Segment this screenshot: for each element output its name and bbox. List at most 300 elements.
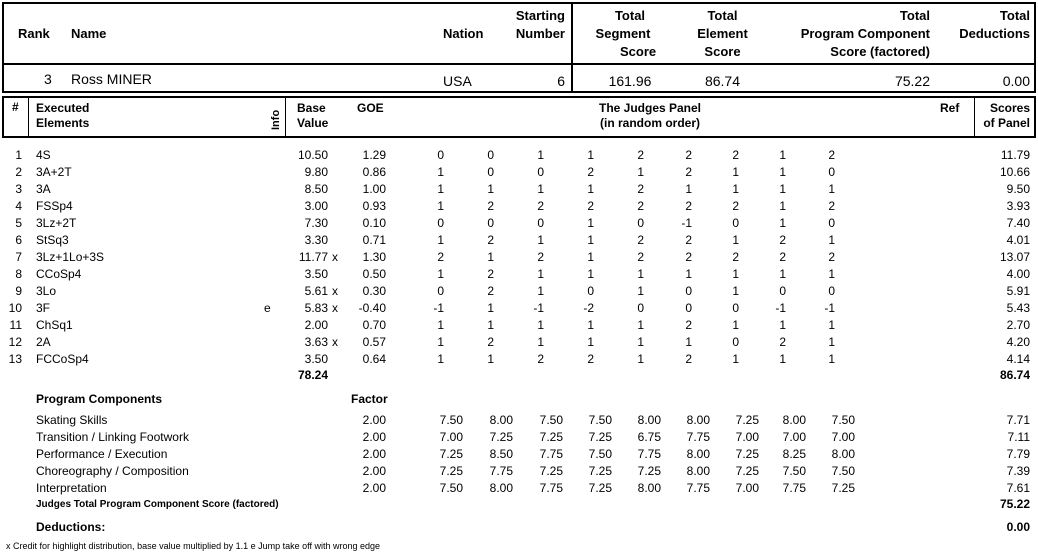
component-judge-mark: 7.25 (588, 464, 612, 478)
element-judge-mark: 2 (685, 318, 692, 332)
element-judge-mark: 1 (487, 250, 494, 264)
element-row (0, 249, 1038, 266)
element-highlight-mark: x (332, 335, 338, 349)
element-base-value: 9.80 (304, 165, 328, 179)
element-judge-mark: 2 (779, 233, 786, 247)
skater-rank: 3 (44, 71, 52, 87)
component-panel-score: 7.79 (1006, 447, 1030, 461)
element-highlight-mark: x (332, 250, 338, 264)
element-judge-mark: 0 (828, 284, 835, 298)
element-goe: 1.30 (362, 250, 386, 264)
element-judge-mark: 1 (779, 182, 786, 196)
element-judge-mark: 1 (587, 267, 594, 281)
element-judge-mark: 1 (637, 335, 644, 349)
component-judge-mark: 7.50 (782, 464, 806, 478)
elements-header-box (2, 96, 1036, 138)
starting-header-2: Number (515, 26, 565, 41)
component-judge-mark: 7.75 (782, 481, 806, 495)
element-goe: 0.86 (362, 165, 386, 179)
element-panel-score: 11.79 (1000, 148, 1030, 162)
element-judge-mark: 1 (732, 284, 739, 298)
element-panel-score: 7.40 (1006, 216, 1030, 230)
element-judge-mark: 0 (685, 301, 692, 315)
tss-header-1: Total (614, 8, 646, 23)
tes-header-1: Total (707, 8, 738, 23)
element-judge-mark: 1 (732, 318, 739, 332)
element-base-value: 3.50 (304, 267, 328, 281)
element-judge-mark: 1 (437, 199, 444, 213)
element-row (0, 181, 1038, 198)
element-base-value: 3.50 (304, 352, 328, 366)
component-factor: 2.00 (362, 447, 386, 461)
component-judge-mark: 7.75 (489, 464, 513, 478)
element-judge-mark: 2 (828, 148, 835, 162)
component-judge-mark: 7.25 (735, 413, 759, 427)
component-row (0, 446, 1038, 463)
component-name: Interpretation (36, 481, 107, 495)
program-components-header: Program Components (36, 392, 163, 406)
executed-header-1: Executed (36, 101, 90, 115)
element-base-value: 8.50 (304, 182, 328, 196)
element-judge-mark: 2 (537, 352, 544, 366)
component-judge-mark: 7.25 (539, 464, 563, 478)
element-judge-mark: 1 (537, 267, 544, 281)
element-judge-mark: 1 (437, 233, 444, 247)
element-judge-mark: 0 (685, 284, 692, 298)
element-judge-mark: 2 (828, 250, 835, 264)
elements-score-total: 86.74 (999, 368, 1030, 382)
element-panel-score: 10.66 (999, 165, 1030, 179)
nation-header: Nation (443, 26, 484, 41)
element-judge-mark: 1 (828, 352, 835, 366)
component-judge-mark: 7.75 (637, 447, 661, 461)
element-row (0, 351, 1038, 368)
element-goe: 0.71 (362, 233, 386, 247)
component-judge-mark: 8.00 (782, 413, 806, 427)
element-row (0, 198, 1038, 215)
element-judge-mark: 0 (487, 165, 494, 179)
component-panel-score: 7.71 (1006, 413, 1030, 427)
component-judge-mark: 7.25 (489, 430, 513, 444)
element-row (0, 147, 1038, 164)
element-judge-mark: 1 (587, 335, 594, 349)
element-number: 8 (15, 267, 22, 281)
element-goe: 0.70 (362, 318, 386, 332)
element-panel-score: 4.20 (1006, 335, 1030, 349)
elements-base-total: 78.24 (297, 368, 328, 382)
ref-header: Ref (940, 101, 960, 115)
element-judge-mark: 0 (779, 284, 786, 298)
component-factor: 2.00 (362, 413, 386, 427)
component-factor: 2.00 (362, 430, 386, 444)
component-judge-mark: 7.75 (686, 481, 710, 495)
footnote: x Credit for highlight distribution, base value multiplied by 1.1 e Jump take off with wrong edge (6, 541, 381, 551)
element-name: CCoSp4 (36, 267, 82, 281)
skater-name: Ross MINER (71, 71, 152, 87)
tss-header-3: Score (620, 44, 657, 59)
element-judge-mark: 0 (437, 148, 444, 162)
component-judge-mark: 7.00 (735, 481, 759, 495)
element-judge-mark: 2 (537, 250, 544, 264)
component-judge-mark: 6.75 (637, 430, 661, 444)
element-judge-mark: 2 (637, 182, 644, 196)
element-judge-mark: -1 (433, 301, 444, 315)
element-judge-mark: 0 (487, 148, 494, 162)
element-number: 12 (8, 335, 22, 349)
element-judge-mark: 1 (437, 352, 444, 366)
element-judge-mark: 0 (828, 216, 835, 230)
element-judge-mark: -1 (824, 301, 835, 315)
element-judge-mark: 0 (828, 165, 835, 179)
element-judge-mark: 1 (587, 148, 594, 162)
ded-header-2: Deductions (959, 26, 1030, 41)
element-judge-mark: 1 (537, 318, 544, 332)
element-base-value: 3.63 (304, 335, 328, 349)
element-base-value: 3.00 (304, 199, 328, 213)
element-judge-mark: 1 (828, 267, 835, 281)
element-judge-mark: 1 (779, 352, 786, 366)
header-divider-starting (571, 2, 573, 93)
element-number: 13 (8, 352, 22, 366)
element-judge-mark: 0 (437, 216, 444, 230)
element-judge-mark: 1 (437, 182, 444, 196)
element-judge-mark: 1 (779, 216, 786, 230)
component-judge-mark: 7.25 (588, 430, 612, 444)
element-judge-mark: 2 (637, 199, 644, 213)
num-header: # (12, 100, 19, 114)
element-judge-mark: 0 (637, 216, 644, 230)
element-number: 1 (15, 148, 22, 162)
element-goe: 1.00 (362, 182, 386, 196)
component-name: Transition / Linking Footwork (36, 430, 189, 444)
element-judge-mark: 1 (537, 182, 544, 196)
element-judge-mark: 1 (587, 233, 594, 247)
element-judge-mark: 1 (537, 233, 544, 247)
element-judge-mark: 2 (487, 284, 494, 298)
element-goe: 1.29 (362, 148, 386, 162)
element-goe: 0.10 (362, 216, 386, 230)
element-panel-score: 5.43 (1006, 301, 1030, 315)
element-row (0, 283, 1038, 300)
component-panel-score: 7.61 (1006, 481, 1030, 495)
element-name: StSq3 (36, 233, 69, 247)
element-row (0, 300, 1038, 317)
component-judge-mark: 8.00 (686, 413, 710, 427)
element-judge-mark: 1 (637, 318, 644, 332)
element-row (0, 266, 1038, 283)
element-judge-mark: 2 (685, 250, 692, 264)
element-panel-score: 4.01 (1006, 233, 1030, 247)
component-judge-mark: 7.25 (735, 447, 759, 461)
component-judge-mark: 8.00 (686, 464, 710, 478)
judges-panel-header-1: The Judges Panel (598, 101, 702, 115)
element-judge-mark: 1 (487, 352, 494, 366)
element-judge-mark: 2 (587, 165, 594, 179)
component-judge-mark: 7.25 (735, 464, 759, 478)
element-name: 3A (36, 182, 51, 196)
pcs-header-1: Total (899, 8, 930, 23)
component-name: Choreography / Composition (36, 464, 189, 478)
component-judge-mark: 8.00 (637, 413, 661, 427)
skater-nation: USA (443, 73, 472, 89)
skater-pcs: 75.22 (894, 73, 930, 89)
element-number: 4 (15, 199, 22, 213)
element-judge-mark: 1 (437, 318, 444, 332)
element-judge-mark: 2 (487, 199, 494, 213)
component-judge-mark: 7.00 (782, 430, 806, 444)
element-base-value: 11.77 (298, 250, 328, 264)
element-name: FSSp4 (36, 199, 73, 213)
element-judge-mark: 1 (537, 284, 544, 298)
scores-header-2: of Panel (983, 116, 1030, 130)
element-judge-mark: 1 (637, 352, 644, 366)
element-judge-mark: 2 (685, 148, 692, 162)
component-judge-mark: 7.50 (539, 413, 563, 427)
element-panel-score: 5.91 (1006, 284, 1030, 298)
element-judge-mark: 0 (587, 284, 594, 298)
element-goe: -0.40 (358, 301, 386, 315)
element-judge-mark: 0 (732, 335, 739, 349)
element-judge-mark: 2 (587, 199, 594, 213)
goe-header: GOE (357, 101, 384, 115)
component-judge-mark: 7.75 (539, 447, 563, 461)
element-highlight-mark: x (332, 284, 338, 298)
element-name: FCCoSp4 (36, 352, 89, 366)
element-judge-mark: 1 (487, 318, 494, 332)
element-panel-score: 4.00 (1006, 267, 1030, 281)
ded-header-1: Total (999, 8, 1030, 23)
element-judge-mark: 2 (732, 148, 739, 162)
element-judge-mark: 0 (732, 301, 739, 315)
component-judge-mark: 8.25 (782, 447, 806, 461)
element-judge-mark: 1 (637, 267, 644, 281)
element-judge-mark: 1 (487, 301, 494, 315)
rank-header: Rank (18, 26, 50, 41)
element-row (0, 232, 1038, 249)
element-goe: 0.93 (362, 199, 386, 213)
element-judge-mark: 2 (685, 352, 692, 366)
skater-tss: 161.96 (608, 73, 652, 89)
element-judge-mark: 1 (587, 250, 594, 264)
judges-panel-header-2: (in random order) (599, 116, 700, 130)
element-number: 11 (9, 318, 22, 332)
element-judge-mark: -1 (681, 216, 692, 230)
pcs-header-2: Program Component (800, 26, 930, 41)
component-judge-mark: 7.25 (539, 430, 563, 444)
element-judge-mark: -1 (775, 301, 786, 315)
element-name: 3Lo (36, 284, 57, 298)
element-judge-mark: -1 (533, 301, 544, 315)
element-panel-score: 13.07 (999, 250, 1030, 264)
element-number: 3 (15, 182, 22, 196)
pcs-total-value: 75.22 (999, 497, 1030, 511)
element-judge-mark: 2 (685, 199, 692, 213)
base-value-header-1: Base (297, 101, 326, 115)
element-goe: 0.57 (362, 335, 386, 349)
element-name: 3Lz+1Lo+3S (36, 250, 105, 264)
element-panel-score: 2.70 (1006, 318, 1030, 332)
element-judge-mark: 1 (732, 182, 739, 196)
element-judge-mark: 2 (732, 250, 739, 264)
component-judge-mark: 7.25 (831, 481, 855, 495)
component-row (0, 463, 1038, 480)
element-judge-mark: 2 (637, 250, 644, 264)
element-base-value: 2.00 (304, 318, 328, 332)
component-judge-mark: 7.00 (735, 430, 759, 444)
element-row (0, 164, 1038, 181)
element-base-value: 3.30 (304, 233, 328, 247)
element-row (0, 215, 1038, 232)
element-judge-mark: 1 (732, 233, 739, 247)
element-judge-mark: 1 (779, 148, 786, 162)
element-number: 6 (15, 233, 22, 247)
element-judge-mark: 0 (487, 216, 494, 230)
element-base-value: 5.61 (304, 284, 328, 298)
element-panel-score: 9.50 (1006, 182, 1030, 196)
scores-header-1: Scores (989, 101, 1030, 115)
element-judge-mark: 2 (779, 250, 786, 264)
element-number: 10 (8, 301, 22, 315)
element-judge-mark: 1 (437, 267, 444, 281)
component-judge-mark: 8.50 (489, 447, 513, 461)
element-judge-mark: 1 (685, 267, 692, 281)
element-judge-mark: 2 (732, 199, 739, 213)
element-judge-mark: 1 (828, 233, 835, 247)
element-row (0, 317, 1038, 334)
element-goe: 0.64 (362, 352, 386, 366)
element-name: 3Lz+2T (36, 216, 77, 230)
element-judge-mark: 2 (685, 165, 692, 179)
component-judge-mark: 8.00 (489, 481, 513, 495)
element-judge-mark: 1 (437, 165, 444, 179)
element-judge-mark: 1 (685, 335, 692, 349)
element-judge-mark: 2 (637, 148, 644, 162)
element-judge-mark: 1 (732, 352, 739, 366)
element-number: 9 (15, 284, 22, 298)
element-judge-mark: 1 (537, 335, 544, 349)
component-judge-mark: 8.00 (831, 447, 855, 461)
element-judge-mark: 1 (587, 318, 594, 332)
element-name: ChSq1 (36, 318, 73, 332)
element-highlight-mark: x (332, 301, 338, 315)
element-judge-mark: 2 (537, 199, 544, 213)
element-row (0, 334, 1038, 351)
tss-header-2: Segment (595, 26, 651, 41)
element-judge-mark: 2 (487, 233, 494, 247)
element-judge-mark: 1 (779, 318, 786, 332)
component-factor: 2.00 (362, 481, 386, 495)
element-judge-mark: 2 (437, 250, 444, 264)
element-base-value: 10.50 (297, 148, 328, 162)
executed-header-2: Elements (36, 116, 90, 130)
element-number: 7 (15, 250, 22, 264)
component-judge-mark: 7.50 (588, 413, 612, 427)
element-judge-mark: 2 (779, 335, 786, 349)
info-header: Info (270, 109, 282, 130)
element-number: 2 (15, 165, 22, 179)
element-judge-mark: 1 (732, 267, 739, 281)
element-judge-mark: 1 (828, 318, 835, 332)
element-judge-mark: 2 (587, 352, 594, 366)
component-row (0, 412, 1038, 429)
element-judge-mark: 1 (779, 165, 786, 179)
element-base-value: 7.30 (304, 216, 328, 230)
divider-num (28, 96, 29, 138)
component-row (0, 480, 1038, 497)
component-panel-score: 7.39 (1006, 464, 1030, 478)
element-info: e (264, 301, 271, 315)
starting-header-1: Starting (515, 8, 565, 23)
element-judge-mark: 1 (779, 199, 786, 213)
factor-header: Factor (351, 392, 388, 406)
component-judge-mark: 7.75 (539, 481, 563, 495)
component-judge-mark: 7.25 (439, 464, 463, 478)
element-judge-mark: 1 (487, 182, 494, 196)
element-judge-mark: 0 (637, 301, 644, 315)
name-header: Name (71, 26, 107, 41)
element-base-value: 5.83 (304, 301, 328, 315)
element-name: 3A+2T (36, 165, 72, 179)
element-judge-mark: 1 (537, 148, 544, 162)
element-judge-mark: 0 (437, 284, 444, 298)
component-judge-mark: 7.25 (588, 481, 612, 495)
element-name: 4S (36, 148, 51, 162)
element-judge-mark: 2 (637, 233, 644, 247)
element-judge-mark: 1 (685, 182, 692, 196)
component-judge-mark: 8.00 (637, 481, 661, 495)
skater-tes: 86.74 (704, 73, 741, 89)
component-judge-mark: 8.00 (686, 447, 710, 461)
element-judge-mark: 1 (732, 165, 739, 179)
deductions-value: 0.00 (1006, 520, 1030, 534)
component-judge-mark: 7.50 (588, 447, 612, 461)
element-panel-score: 3.93 (1006, 199, 1030, 213)
component-judge-mark: 7.50 (439, 481, 463, 495)
element-judge-mark: 0 (537, 165, 544, 179)
element-judge-mark: 1 (828, 182, 835, 196)
element-judge-mark: 0 (537, 216, 544, 230)
divider-info (285, 96, 286, 138)
component-name: Skating Skills (36, 413, 108, 427)
skater-deductions: 0.00 (1002, 73, 1030, 89)
component-factor: 2.00 (362, 464, 386, 478)
element-judge-mark: 1 (637, 284, 644, 298)
base-value-header-2: Value (297, 116, 329, 130)
component-judge-mark: 7.00 (831, 430, 855, 444)
element-judge-mark: 2 (685, 233, 692, 247)
pcs-header-3: Score (factored) (830, 44, 930, 59)
deductions-label: Deductions: (36, 520, 106, 534)
element-name: 3F (36, 301, 51, 315)
element-judge-mark: 1 (828, 335, 835, 349)
element-goe: 0.30 (362, 284, 386, 298)
component-judge-mark: 7.75 (686, 430, 710, 444)
element-judge-mark: 1 (437, 335, 444, 349)
element-judge-mark: 1 (637, 165, 644, 179)
element-judge-mark: 1 (587, 216, 594, 230)
element-judge-mark: 0 (732, 216, 739, 230)
pcs-total-label: Judges Total Program Component Score (factored) (36, 499, 279, 510)
element-name: 2A (36, 335, 51, 349)
element-judge-mark: 2 (828, 199, 835, 213)
element-panel-score: 4.14 (1006, 352, 1030, 366)
component-row (0, 429, 1038, 446)
element-judge-mark: 1 (779, 267, 786, 281)
tes-header-3: Score (704, 44, 741, 59)
element-number: 5 (15, 216, 22, 230)
component-judge-mark: 7.50 (439, 413, 463, 427)
component-judge-mark: 7.50 (831, 464, 855, 478)
